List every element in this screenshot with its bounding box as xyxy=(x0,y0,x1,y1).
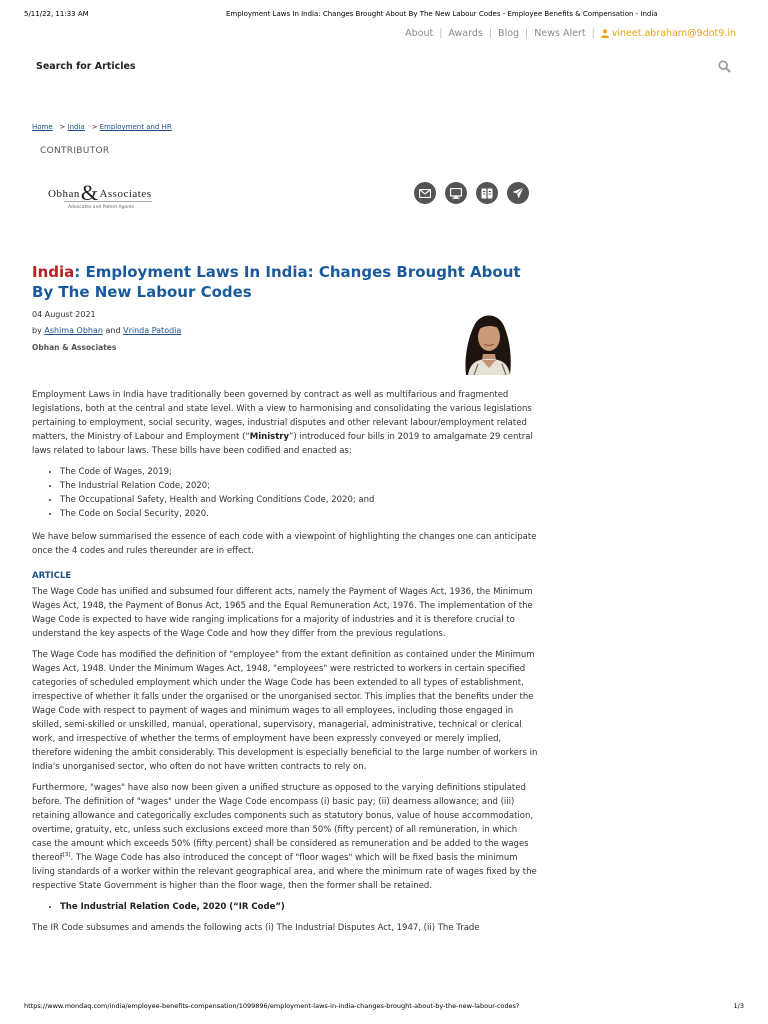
breadcrumb-separator: > xyxy=(91,123,98,131)
ir-list xyxy=(60,900,538,914)
contributor-logo[interactable] xyxy=(48,172,172,214)
para3-text-b: . The Wage Code has also introduced the concept of "floor wages" which will be fixed basis the minimum living standards of a worker within the relevant geographical area, and where the minimum rate of wages fixed by the respective State Government is higher than the floor wage, then the former shall be retained. xyxy=(32,853,537,891)
print-title: Employment Laws In India: Changes Brought About By The New Labour Codes - Employee Benefits & Compensation - India xyxy=(226,10,658,18)
intro-text-a: Employment Laws in India have traditionally been governed by contract as well as multifarious and fragmented legislations, both at the central and state level. With a view to harmonising and consolidating the various legislations pertaining to employment, social security, wages, industrial disputes and other relevant labour/employment related matters, the Ministry of Labour and Employment (“ xyxy=(32,390,532,442)
author-link-1[interactable]: Ashima Obhan xyxy=(44,326,103,335)
breadcrumb-category[interactable]: Employment and HR xyxy=(99,123,172,131)
print-header xyxy=(24,10,744,22)
search-input[interactable]: Search for Articles xyxy=(36,61,136,72)
user-icon xyxy=(601,29,609,38)
article-title xyxy=(32,262,542,302)
author-photo xyxy=(452,308,524,375)
user-account-link[interactable] xyxy=(601,28,736,39)
paragraph-wage-code: The Wage Code has unified and subsumed four different acts, namely the Payment of Wages Act, 1936, the Minimum Wages Act, 1948, the Payment of Bonus Act, 1965 and the Equal Remuneration Act, 1976. The implementation of the Wage Code is expected to have wide ranging implications for a majority of industries and it is therefore crucial to understand the key aspects of the Wage Code and how they differ from the previous regulations. xyxy=(32,587,533,639)
section-heading: ARTICLE xyxy=(32,571,72,581)
codes-list xyxy=(60,465,538,521)
print-datetime: 5/11/22, 11:33 AM xyxy=(24,10,89,18)
list-item: • The Industrial Relation Code, 2020; xyxy=(60,479,538,493)
top-nav xyxy=(405,28,736,39)
summary-paragraph: We have below summarised the essence of each code with a viewpoint of highlighting the changes one can anticipate once the 4 codes and rules thereunder are in effect. xyxy=(32,532,537,556)
email-icon[interactable] xyxy=(414,182,436,204)
intro-bold: Ministry xyxy=(249,432,289,442)
author-firm: Obhan & Associates xyxy=(32,343,117,352)
awards-link[interactable]: Awards xyxy=(448,28,483,39)
title-colon: : xyxy=(74,263,81,281)
breadcrumb-india[interactable]: India xyxy=(67,123,85,131)
article-date: 04 August 2021 xyxy=(32,310,96,319)
blog-link[interactable]: Blog xyxy=(498,28,520,39)
breadcrumb-home[interactable]: Home xyxy=(32,123,53,131)
search-icon[interactable] xyxy=(718,60,731,73)
user-email: vineet.abraham@9dot9.in xyxy=(611,28,736,39)
contributor-label: CONTRIBUTOR xyxy=(40,146,110,156)
about-link[interactable]: About xyxy=(405,28,434,39)
nav-separator: | xyxy=(525,28,529,39)
logo-rule xyxy=(64,201,152,202)
logo-right: Associates xyxy=(99,188,152,200)
monitor-icon[interactable] xyxy=(445,182,467,204)
logo-wordmark xyxy=(48,177,152,203)
intro-text-b: ”) introduced four bills in 2019 to amalgamate 29 central laws related to labour laws. These bills have been codified and enacted as: xyxy=(32,432,533,456)
logo-amp: & xyxy=(80,180,99,205)
nav-separator: | xyxy=(591,28,595,39)
send-icon[interactable] xyxy=(507,182,529,204)
breadcrumb-separator: > xyxy=(59,123,66,131)
author-link-2[interactable]: Vrinda Patodia xyxy=(123,326,182,335)
footnote-ref[interactable]: [3] xyxy=(62,852,71,859)
list-item: • The Code on Social Security, 2020. xyxy=(60,507,538,521)
nav-separator: | xyxy=(439,28,443,39)
list-item: • The Code of Wages, 2019; xyxy=(60,465,538,479)
article-body xyxy=(32,388,538,942)
book-icon[interactable] xyxy=(476,182,498,204)
print-url: https://www.mondaq.com/india/employee-benefits-compensation/1099896/employment-laws-in-india-changes-brought-about-by-the-new-labour-codes? xyxy=(24,1002,520,1010)
news-alert-link[interactable]: News Alert xyxy=(534,28,586,39)
paragraph-ir-code: The IR Code subsumes and amends the following acts (i) The Industrial Disputes Act, 1947, (ii) The Trade xyxy=(32,923,480,933)
intro-paragraph xyxy=(32,388,538,458)
paragraph-wages-definition xyxy=(32,781,538,893)
nav-separator: | xyxy=(488,28,493,39)
breadcrumb xyxy=(32,123,172,131)
byline xyxy=(32,326,181,335)
list-item xyxy=(60,900,538,914)
list-item: • The Occupational Safety, Health and Working Conditions Code, 2020; and xyxy=(60,493,538,507)
article-country[interactable]: India xyxy=(32,263,75,281)
logo-tagline: Advocates and Patent Agents xyxy=(68,205,135,210)
byline-and: and xyxy=(105,326,121,335)
article-actions xyxy=(414,182,538,204)
article-title-text: Employment Laws In India: Changes Brought About By The New Labour Codes xyxy=(32,263,521,301)
byline-by: by xyxy=(32,326,42,335)
page-number: 1/3 xyxy=(733,1002,744,1010)
ir-bullet-text: The Industrial Relation Code, 2020 (“IR Code”) xyxy=(60,902,285,912)
paragraph-employee-definition: The Wage Code has modified the definition of "employee" from the extant definition as contained under the Minimum Wages Act, 1948. Under the Minimum Wages Act, 1948, "employees" were restricted to workers in certain specified categories of scheduled employment which under the Wage Code has been extended to all types of establishment, irrespective of whether it falls under the organised or the unorganised sector. This implies that the benefits under the Wage Code with respect to payment of wages and minimum wages to all employees, including those engaged in skilled, semi-skilled or unskilled, manual, operational, supervisory, managerial, administrative, technical or clerical work, and irrespective of whether the terms of employment have been expressly conveyed or merely implied, therefore widening the ambit considerably. This development is especially beneficial to the large number of workers in India's unorganised sector, who often do not have written contracts to rely on. xyxy=(32,650,538,772)
logo-left: Obhan xyxy=(48,188,80,200)
para3-text-a: Furthermore, "wages" have also now been given a unified structure as opposed to the varying definitions stipulated before. The definition of "wages" under the Wage Code encompass (i) basic pay; (ii) dearness allowance; and (iii) retaining allowance and categorically excludes components such as statutory bonus, value of house accommodation, overtime, gratuity, etc, unless such exclusions exceed more than 50% (fifty percent) of all remuneration, in which case the amount which exceeds 50% (fifty percent) shall be considered as remuneration and be added to the wages thereof xyxy=(32,783,534,863)
